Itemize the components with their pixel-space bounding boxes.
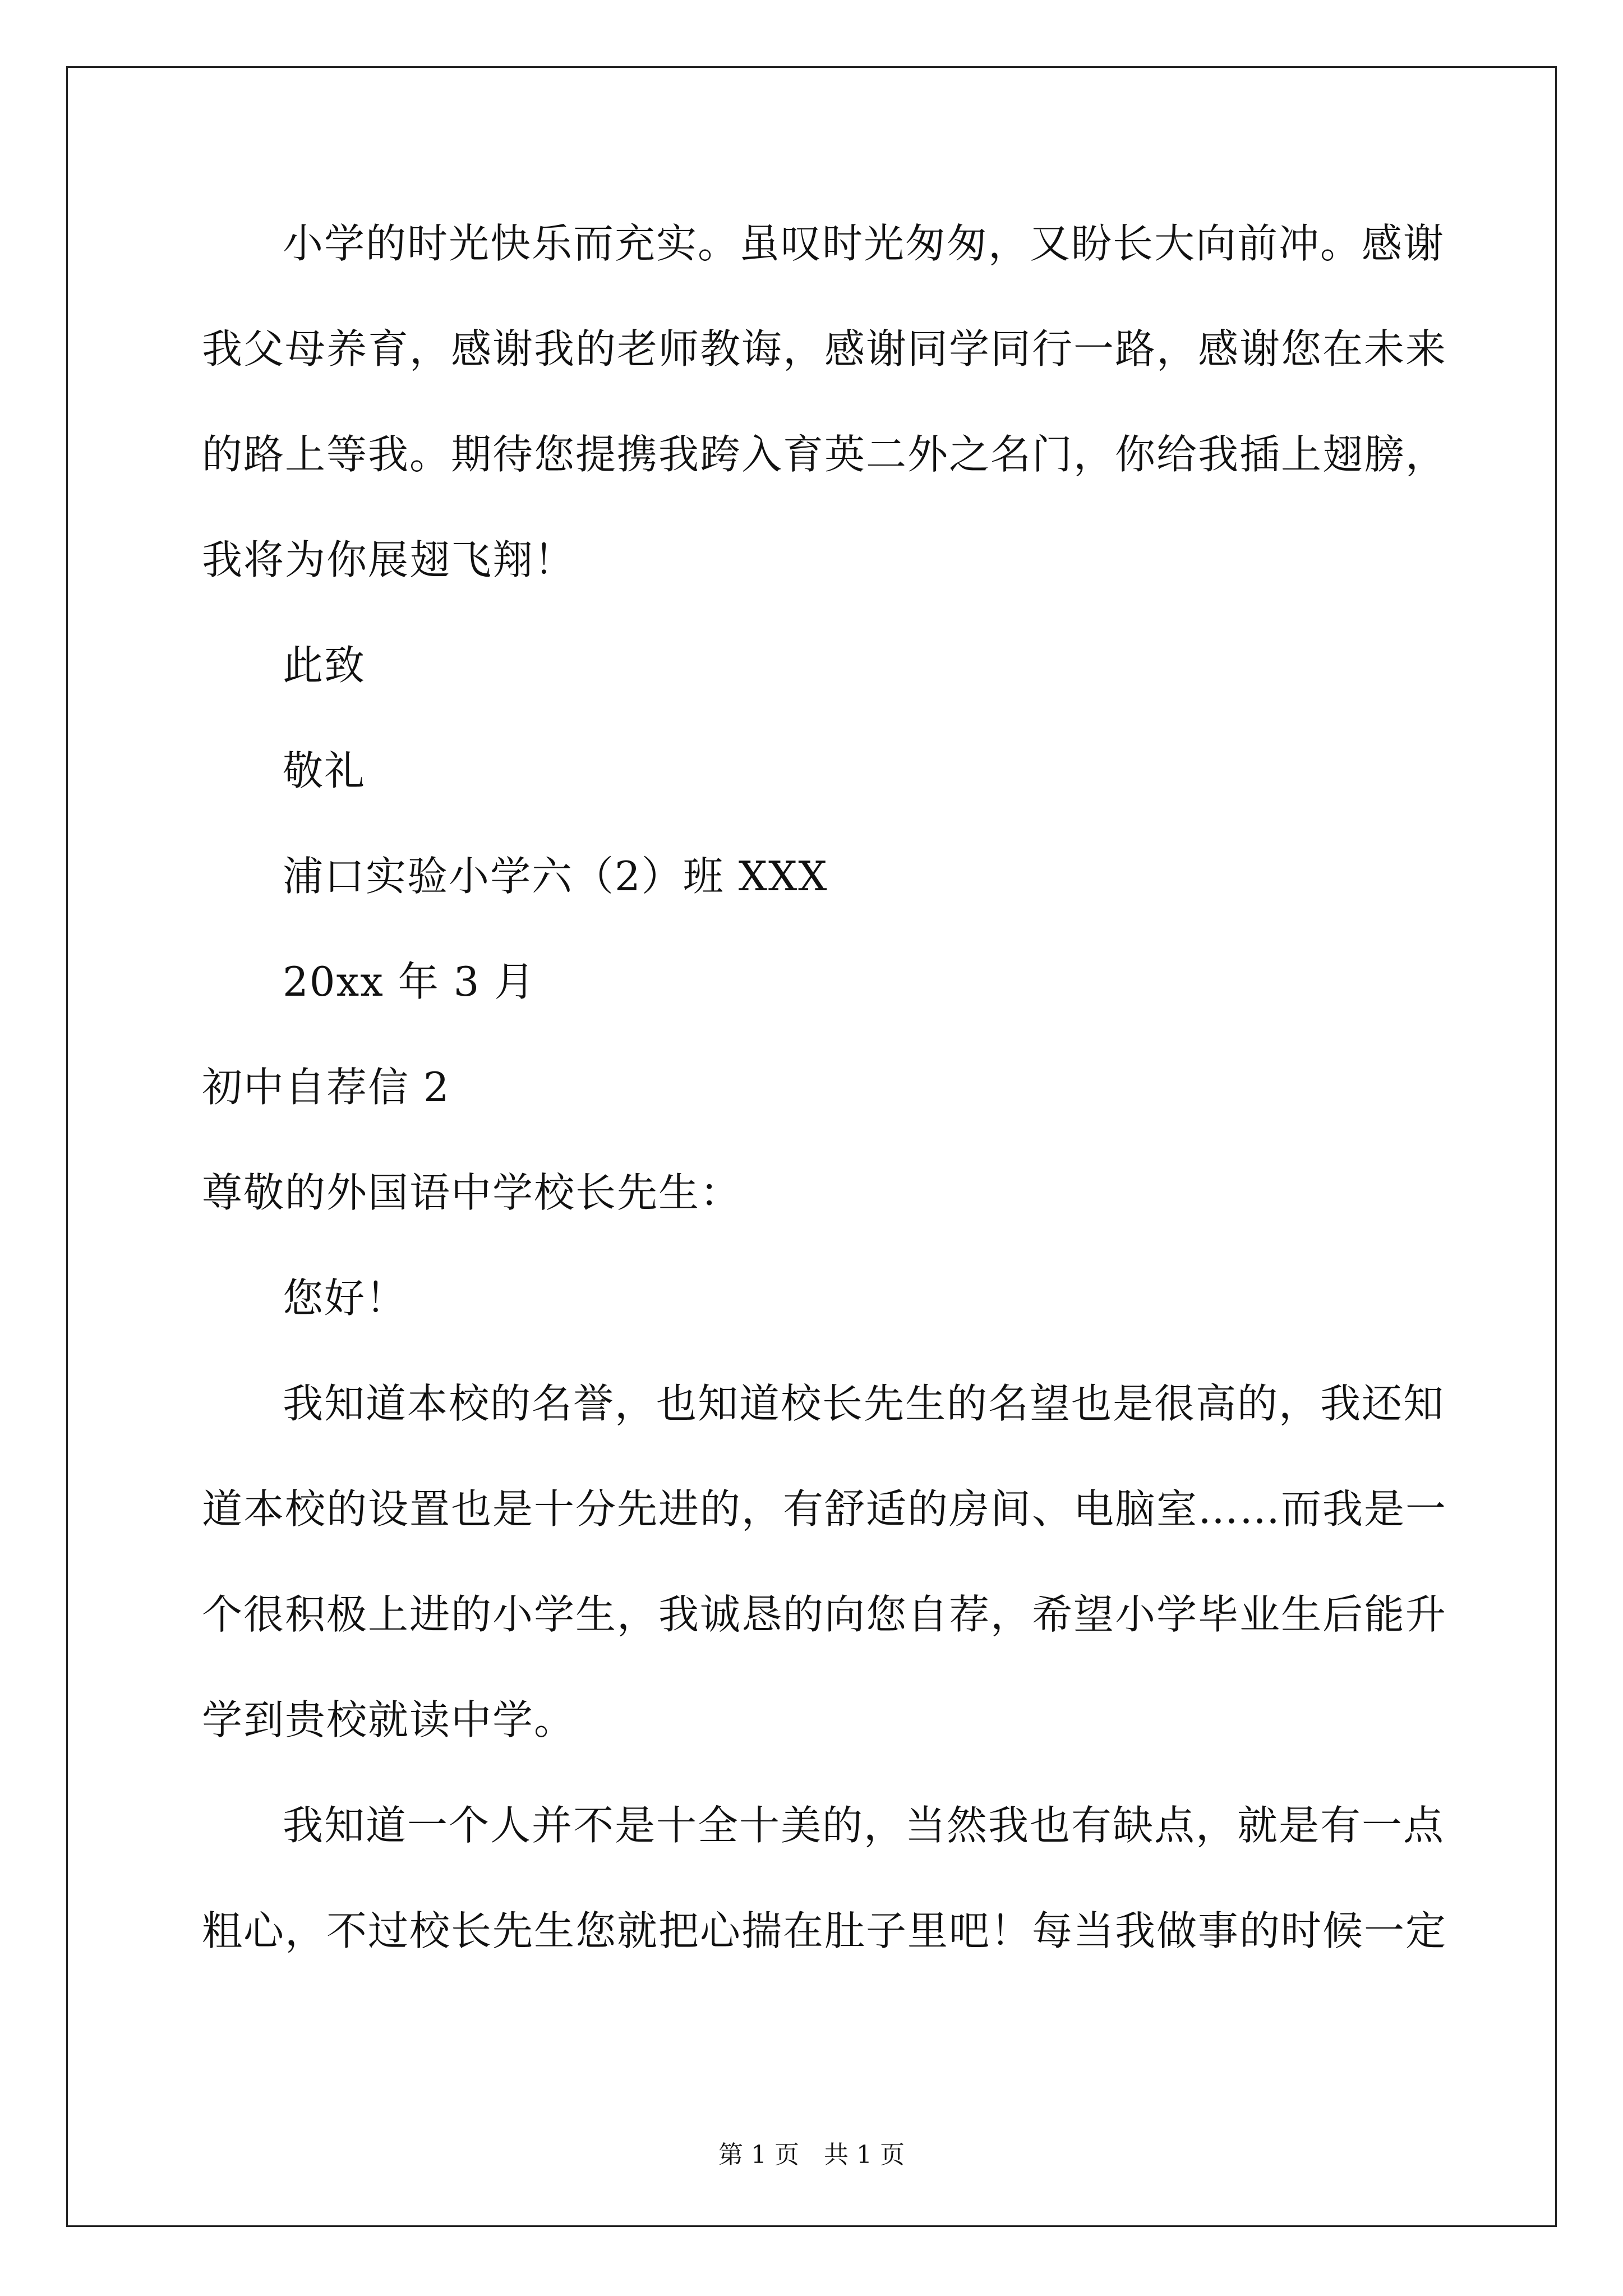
date-line: 20xx 年 3 月: [283, 958, 536, 1005]
paragraph-line: 小学的时光快乐而充实。虽叹时光匆匆，又盼长大向前冲。感谢: [283, 220, 1445, 267]
paragraph-line: 我知道本校的名誉，也知道校长先生的名望也是很高的，我还知: [283, 1380, 1445, 1427]
closing-line: 此致: [283, 642, 366, 689]
paragraph-line: 学到贵校就读中学。: [202, 1696, 576, 1743]
greeting-line: 您好！: [283, 1274, 408, 1322]
paragraph-line: 的路上等我。期待您提携我跨入育英二外之名门，你给我插上翅膀，: [202, 431, 1447, 478]
paragraph-line: 我父母养育，感谢我的老师教诲，感谢同学同行一路，感谢您在未来: [202, 325, 1447, 372]
salutation-line: 尊敬的外国语中学校长先生：: [202, 1169, 742, 1216]
paragraph-line: 粗心，不过校长先生您就把心揣在肚子里吧！每当我做事的时候一定: [202, 1907, 1447, 1954]
paragraph-line: 个很积极上进的小学生，我诚恳的向您自荐，希望小学毕业生后能升: [202, 1591, 1447, 1638]
page-number-footer: 第 1 页 共 1 页: [718, 2141, 905, 2169]
paragraph-line: 我将为你展翅飞翔！: [202, 536, 576, 583]
closing-salutation: 敬礼: [283, 747, 366, 794]
paragraph-line: 道本校的设置也是十分先进的，有舒适的房间、电脑室……而我是一: [202, 1485, 1447, 1533]
signature-line: 浦口实验小学六（2）班 XXX: [283, 853, 828, 900]
paragraph-line: 我知道一个人并不是十全十美的，当然我也有缺点，就是有一点: [283, 1802, 1445, 1849]
page-border: [66, 66, 1557, 2227]
section-title: 初中自荐信 2: [202, 1064, 450, 1111]
